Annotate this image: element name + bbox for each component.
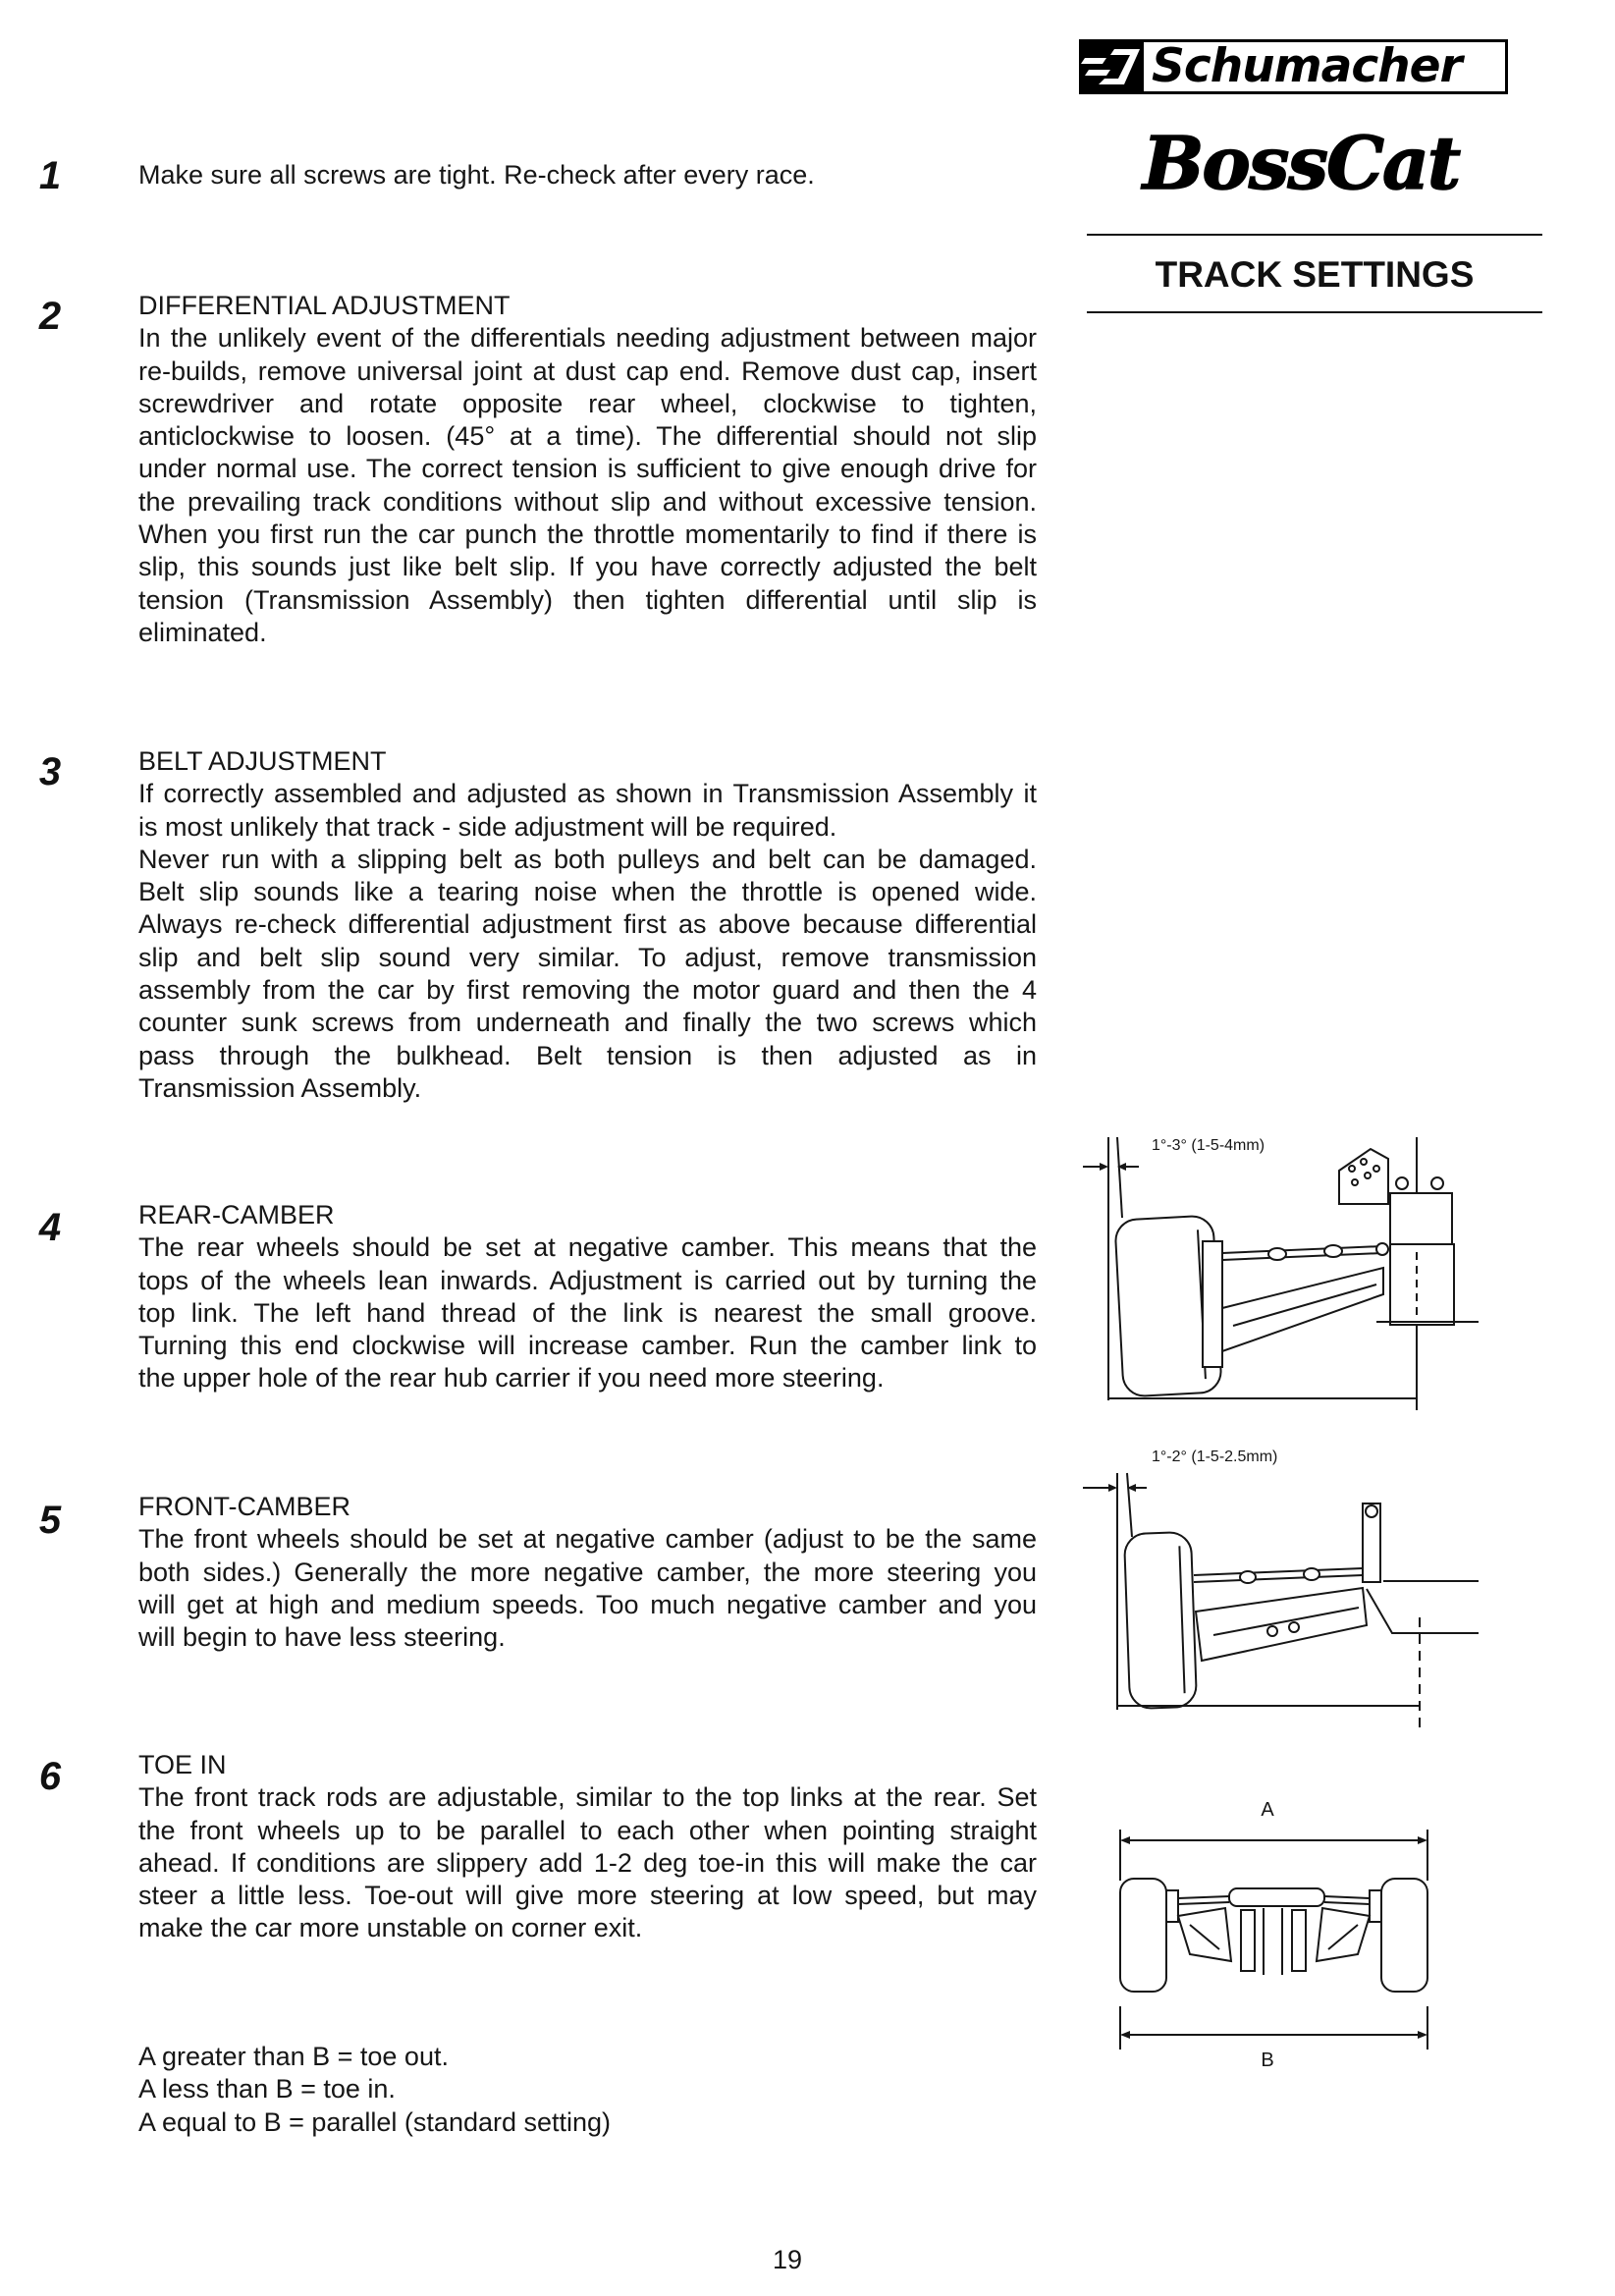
body-line: will begin to have less steering. — [138, 1622, 506, 1653]
section-heading: BELT ADJUSTMENT — [138, 746, 387, 776]
section-heading: TOE IN — [138, 1750, 227, 1779]
section-heading: DIFFERENTIAL ADJUSTMENT — [138, 291, 511, 320]
body-line: is most unlikely that track - side adjustment will be required. — [138, 811, 837, 842]
arrowhead — [1120, 2031, 1130, 2039]
arrowhead — [1120, 1836, 1130, 1844]
body-line: make the car more unstable on corner exit. — [138, 1913, 643, 1943]
camber-angle-line — [1117, 1137, 1122, 1218]
front-upper-link — [1194, 1568, 1363, 1583]
body-line: slip and belt slip sound very similar. To adjust, remove transmission — [138, 942, 1037, 972]
body-line: Always re-check differential adjustment first as above because differential — [138, 909, 1037, 940]
body-line: pass through the bulkhead. Belt tension is then adjusted as in — [138, 1040, 1037, 1070]
section-heading: FRONT-CAMBER — [138, 1492, 350, 1521]
body-line: Transmission Assembly. — [138, 1072, 422, 1103]
body-line: anticlockwise to loosen. (45° at a time). The differential should not slip — [138, 421, 1037, 452]
body-line: The front wheels should be set at negative camber (adjust to be the same — [138, 1524, 1037, 1555]
toe-notes — [138, 2041, 1037, 2139]
section-number: 6 — [38, 1755, 62, 1798]
rear-bulkhead-upper — [1390, 1193, 1452, 1244]
body-line: will get at high and medium speeds. Too much negative camber and you — [138, 1589, 1037, 1619]
bulkhead-hole — [1396, 1177, 1408, 1189]
section-number: 5 — [38, 1499, 62, 1542]
right-track-rod — [1324, 1896, 1370, 1898]
body-line: the upper hole of the rear hub carrier if you need more steering. — [138, 1363, 885, 1394]
body-line: both sides.) Generally the more negative camber, the more steering you — [138, 1557, 1037, 1587]
body-line: counter sunk screws from underneath and finally the two screws which — [138, 1008, 1037, 1038]
body-line: The front track rods are adjustable, similar to the top links at the rear. Set — [138, 1782, 1037, 1813]
front-camber-diagram — [1076, 1439, 1488, 1743]
section-differential-adjustment — [138, 290, 1037, 649]
camber-link-mount-plate — [1339, 1149, 1388, 1204]
right-track-rod — [1324, 1902, 1370, 1904]
body-line: The rear wheels should be set at negative camber. This means that the — [138, 1232, 1037, 1263]
toe-note: A equal to B = parallel (standard setting) — [138, 2106, 612, 2137]
body-line: Turning this end clockwise will increase camber. Run the camber link to — [138, 1331, 1037, 1361]
rear-hub-carrier — [1203, 1241, 1222, 1367]
arrowhead — [1418, 1836, 1427, 1844]
right-front-wheel — [1381, 1879, 1427, 1992]
rear-bulkhead-lower — [1390, 1244, 1454, 1325]
page-title: TRACK SETTINGS — [1155, 254, 1475, 295]
toe-note: A greater than B = toe out. — [138, 2042, 449, 2071]
section-belt-adjustment — [138, 745, 1037, 1105]
body-line: screwdriver and rotate opposite rear wheel, clockwise to tighten, — [138, 388, 1037, 418]
lower-wishbone — [1222, 1268, 1383, 1351]
steering-rack — [1229, 1888, 1324, 1906]
body-line: ahead. If conditions are slippery add 1-2 deg toe-in this will make the car — [138, 1847, 1037, 1878]
label-b: B — [1261, 2050, 1274, 2071]
front-wheel — [1124, 1532, 1197, 1709]
body-line: eliminated. — [138, 617, 267, 647]
body-line: re-builds, remove universal joint at dust cap end. Remove dust cap, insert — [138, 355, 1037, 386]
body-line: slip, this sounds just like belt slip. If you have correctly adjusted the belt — [138, 552, 1037, 582]
post-mount-hole — [1366, 1505, 1377, 1517]
body-line: Belt slip sounds like a tearing noise when the throttle is opened wide. — [138, 877, 1037, 907]
schumacher-logo — [1079, 39, 1508, 94]
section-front-camber — [138, 1491, 1037, 1654]
left-wishbone — [1178, 1908, 1231, 1961]
section-number: 4 — [38, 1206, 62, 1249]
left-track-rod — [1178, 1902, 1229, 1904]
chassis-post — [1292, 1910, 1306, 1971]
arrowhead — [1108, 1484, 1117, 1492]
wheel-tyre — [1124, 1532, 1197, 1709]
title-rule-bottom — [1087, 311, 1542, 313]
body-line: Make sure all screws are tight. Re-check after every race. — [138, 160, 815, 190]
bulkhead-hole — [1431, 1177, 1443, 1189]
body-line: top link. The left hand thread of the link is nearest the small groove. — [138, 1297, 1037, 1328]
label-a: A — [1261, 1799, 1274, 1821]
section-number: 2 — [38, 295, 62, 338]
body-line: Never run with a slipping belt as both pulleys and belt can be damaged. — [138, 844, 1037, 874]
right-wishbone — [1317, 1908, 1370, 1961]
body-line: When you first run the car punch the throttle momentarily to find if there is — [138, 519, 1037, 550]
body-line: under normal use. The correct tension is sufficient to give enough drive for — [138, 454, 1037, 484]
body-line: assembly from the car by first removing the motor guard and then the 4 — [138, 975, 1037, 1006]
left-steering-knuckle — [1166, 1890, 1178, 1922]
left-front-wheel — [1120, 1879, 1166, 1992]
section-number: 3 — [38, 750, 62, 793]
chassis-post — [1241, 1910, 1255, 1971]
body-line: If correctly assembled and adjusted as shown in Transmission Assembly it — [138, 779, 1037, 809]
body-line: the prevailing track conditions without slip and without excessive tension. — [138, 486, 1037, 517]
bosscat-logo: BossCat — [1142, 122, 1460, 206]
toe-in-diagram — [1100, 1792, 1453, 2082]
camber-link — [1222, 1243, 1388, 1260]
body-line: In the unlikely event of the differentials needing adjustment between major — [138, 323, 1037, 354]
section-heading: REAR-CAMBER — [138, 1200, 335, 1230]
front-lower-wishbone — [1196, 1588, 1367, 1661]
right-steering-knuckle — [1370, 1890, 1381, 1922]
toe-note: A less than B = toe in. — [138, 2074, 396, 2105]
title-rule-top — [1087, 234, 1542, 236]
body-line: tops of the wheels lean inwards. Adjustment is carried out by turning the — [138, 1265, 1037, 1295]
rear-camber-diagram — [1076, 1129, 1488, 1424]
arrowhead — [1418, 2031, 1427, 2039]
section-screws — [138, 159, 1037, 191]
page-number: 19 — [772, 2245, 803, 2274]
rear-camber-caption: 1°-3° (1-5-4mm) — [1152, 1137, 1265, 1154]
body-line: the front wheels up to be parallel to each other when pointing straight — [138, 1815, 1037, 1845]
body-line: tension (Transmission Assembly) then tighten differential until slip is — [138, 584, 1037, 615]
section-toe-in — [138, 1749, 1037, 1945]
brand-logo-text: Schumacher — [1144, 39, 1508, 94]
left-track-rod — [1178, 1896, 1229, 1898]
front-camber-caption: 1°-2° (1-5-2.5mm) — [1152, 1449, 1278, 1465]
arrowhead — [1100, 1163, 1108, 1171]
schumacher-logo-mark — [1079, 39, 1144, 94]
camber-angle-line — [1127, 1473, 1132, 1537]
chassis-outline — [1367, 1589, 1479, 1633]
section-number: 1 — [38, 154, 62, 197]
section-rear-camber — [138, 1199, 1037, 1395]
body-line: steer a little less. Toe-out will give more steering at low speed, but may — [138, 1881, 1037, 1911]
